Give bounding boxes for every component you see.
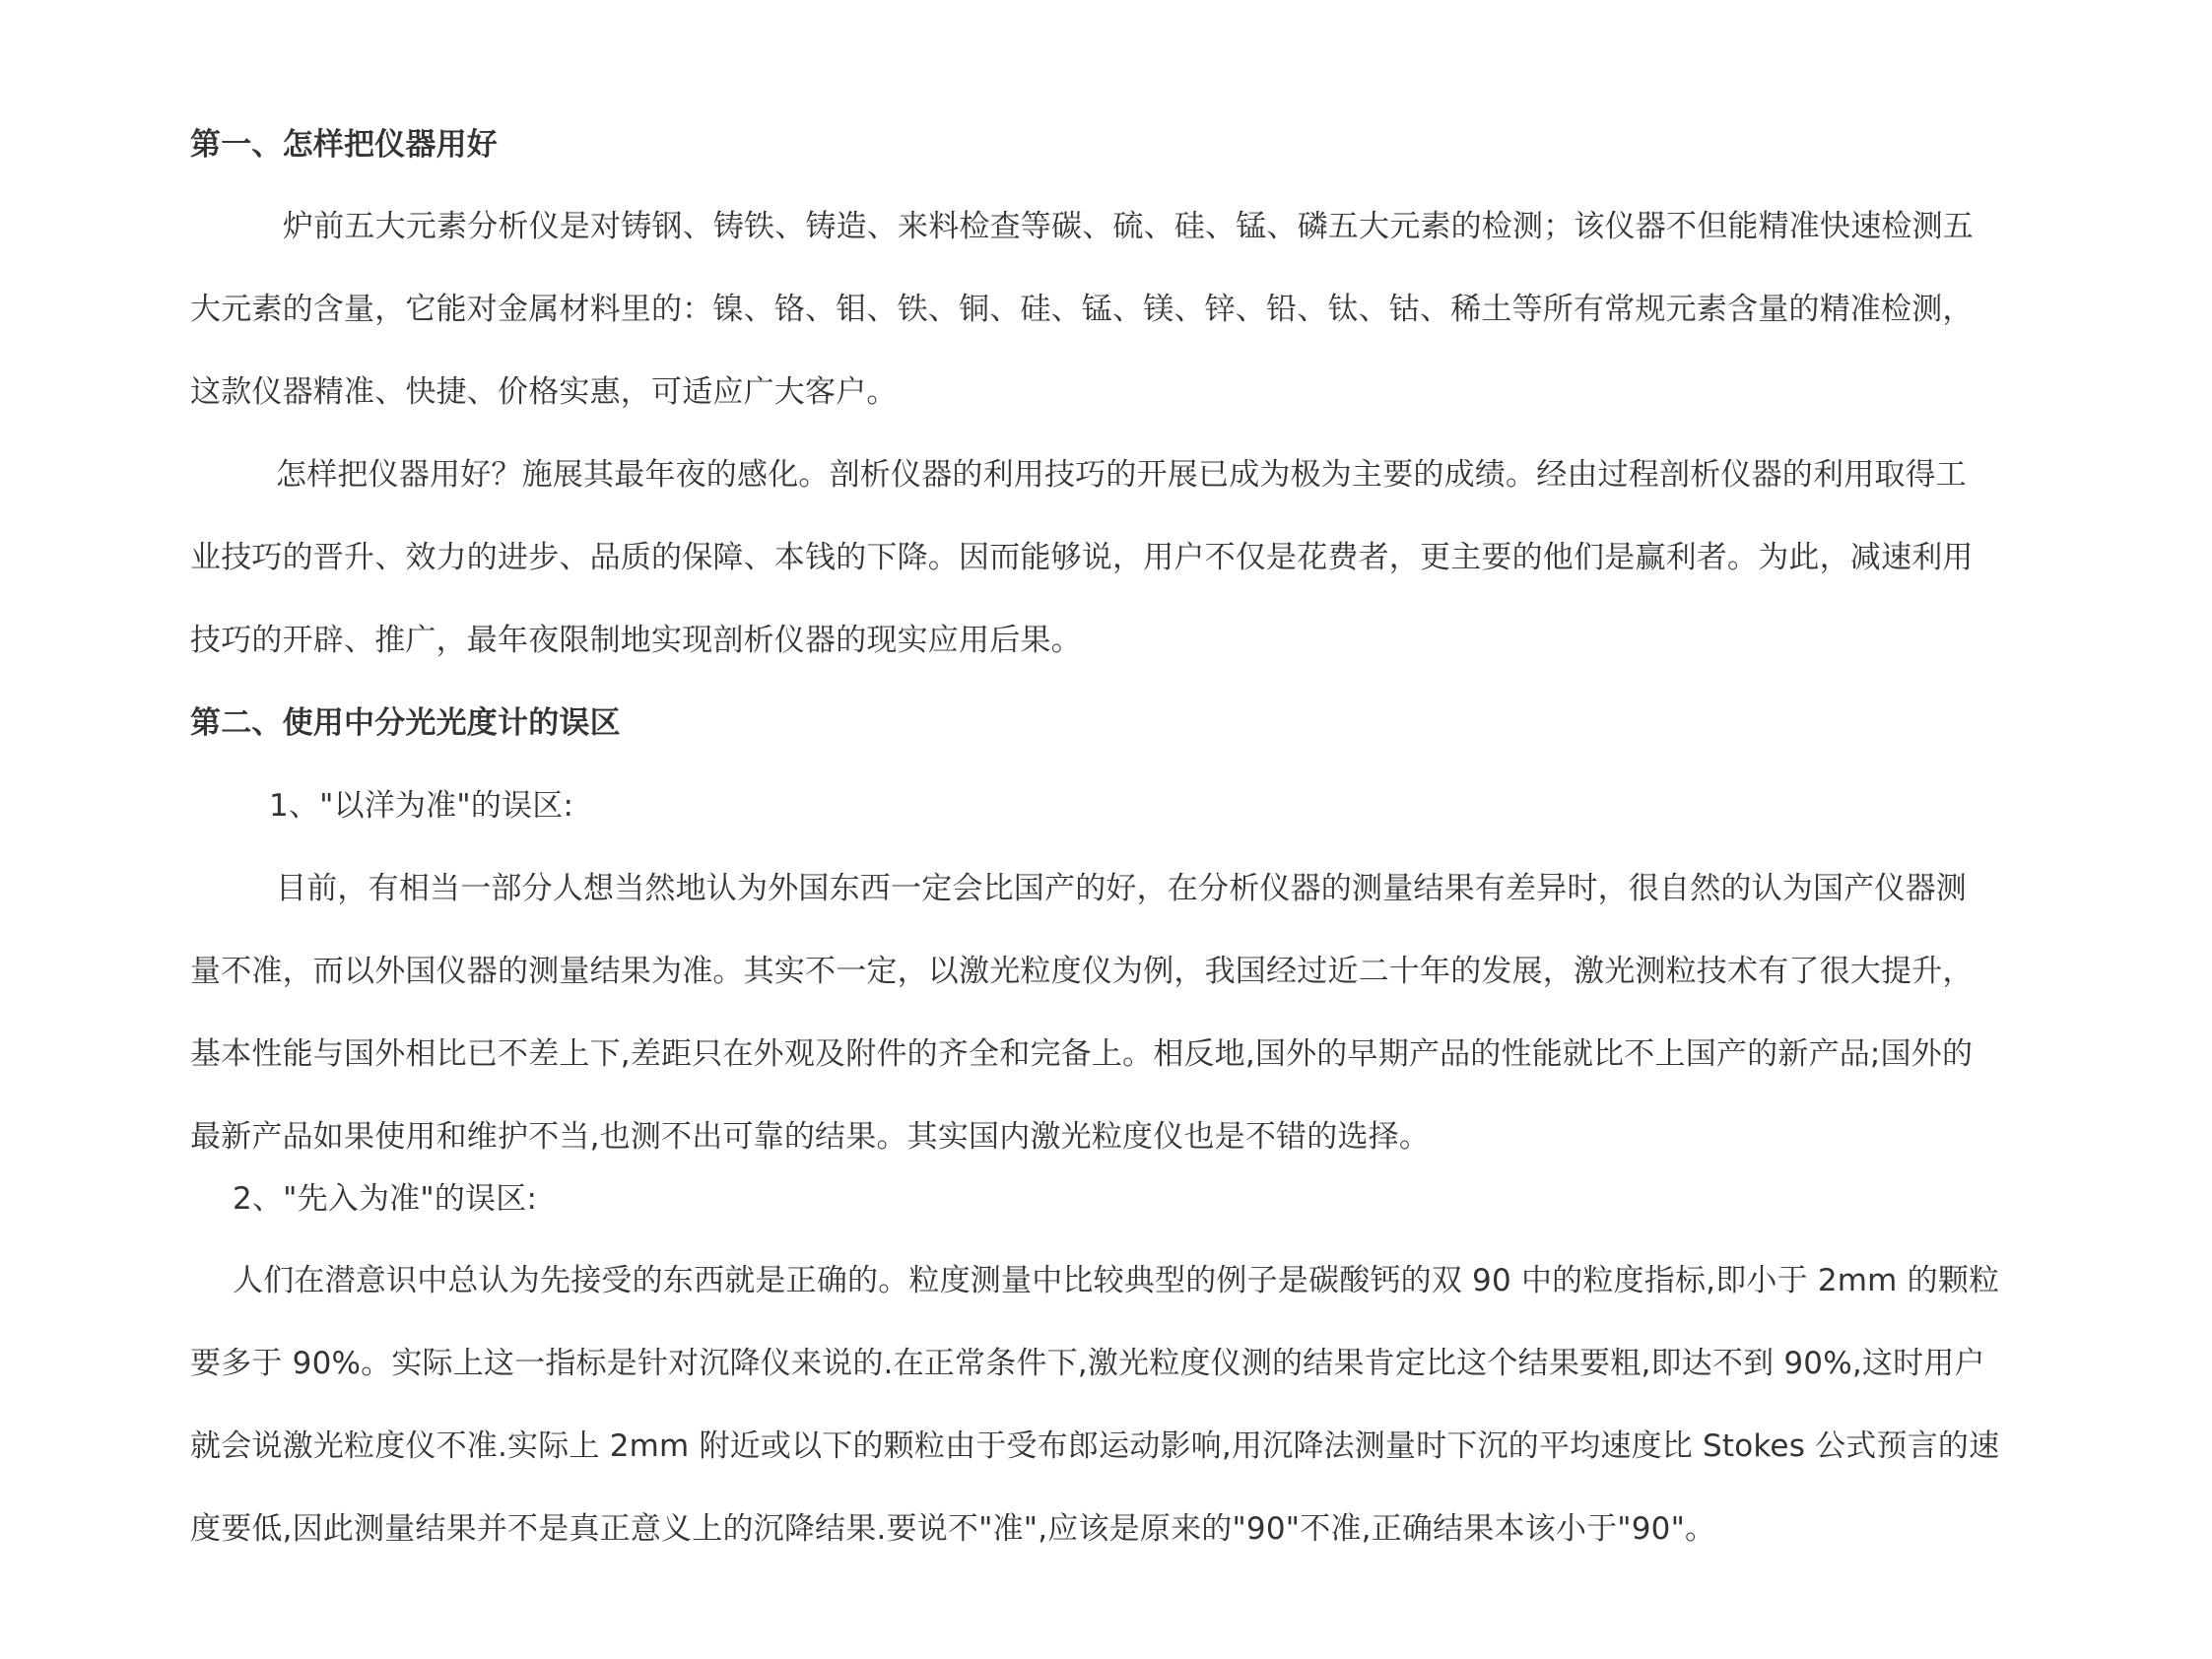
paragraph-line: 炉前五大元素分析仪是对铸钢、铸铁、铸造、来料检查等碳、硫、硅、锰、磷五大元素的检测；该仪器不但能精准快速检测五 (283, 209, 1974, 244)
paragraph-line: 业技巧的晋升、效力的进步、品质的保障、本钱的下降。因而能够说，用户不仅是花费者，更主要的他们是赢利者。为此，减速利用 (190, 540, 1974, 575)
paragraph-line: 就会说激光粒度仪不准.实际上 2mm 附近或以下的颗粒由于受布郎运动影响,用沉降法测量时下沉的平均速度比 Stokes 公式预言的速 (190, 1428, 2000, 1464)
paragraph-line: 目前，有相当一部分人想当然地认为外国东西一定会比国产的好，在分析仪器的测量结果有差异时，很自然的认为国产仪器测 (276, 871, 1967, 906)
paragraph-line: 度要低,因此测量结果并不是真正意义上的沉降结果.要说不"准",应该是原来的"90"不准,正确结果本该小于"90"。 (190, 1511, 1716, 1547)
list-item-title-1: 1、"以洋为准"的误区: (269, 788, 574, 824)
paragraph-line: 这款仪器精准、快捷、价格实惠，可适应广大客户。 (190, 374, 898, 410)
paragraph-line: 要多于 90%。实际上这一指标是针对沉降仪来说的.在正常条件下,激光粒度仪测的结果肯定比这个结果要粗,即达不到 90%,这时用户 (190, 1346, 1985, 1381)
list-item-title-2: 2、"先入为准"的误区: (233, 1181, 538, 1217)
paragraph-line: 技巧的开辟、推广，最年夜限制地实现剖析仪器的现实应用后果。 (190, 623, 1082, 658)
paragraph-line: 怎样把仪器用好？施展其最年夜的感化。剖析仪器的利用技巧的开展已成为极为主要的成绩。经由过程剖析仪器的利用取得工 (276, 457, 1967, 493)
paragraph-line: 量不准，而以外国仪器的测量结果为准。其实不一定，以激光粒度仪为例，我国经过近二十年的发展，激光测粒技术有了很大提升， (190, 954, 1974, 989)
paragraph-line: 大元素的含量，它能对金属材料里的：镍、铬、钼、铁、铜、硅、锰、镁、锌、铅、钛、钴、稀土等所有常规元素含量的精准检测， (190, 292, 1974, 327)
section-heading-1: 第一、怎样把仪器用好 (190, 127, 498, 163)
paragraph-line: 基本性能与国外相比已不差上下,差距只在外观及附件的齐全和完备上。相反地,国外的早期产品的性能就比不上国产的新产品;国外的 (190, 1036, 1974, 1072)
section-heading-2: 第二、使用中分光光度计的误区 (190, 705, 621, 741)
paragraph-line: 人们在潜意识中总认为先接受的东西就是正确的。粒度测量中比较典型的例子是碳酸钙的双 90 中的粒度指标,即小于 2mm 的颗粒 (233, 1263, 2000, 1298)
paragraph-line: 最新产品如果使用和维护不当,也测不出可靠的结果。其实国内激光粒度仪也是不错的选择。 (190, 1119, 1431, 1155)
